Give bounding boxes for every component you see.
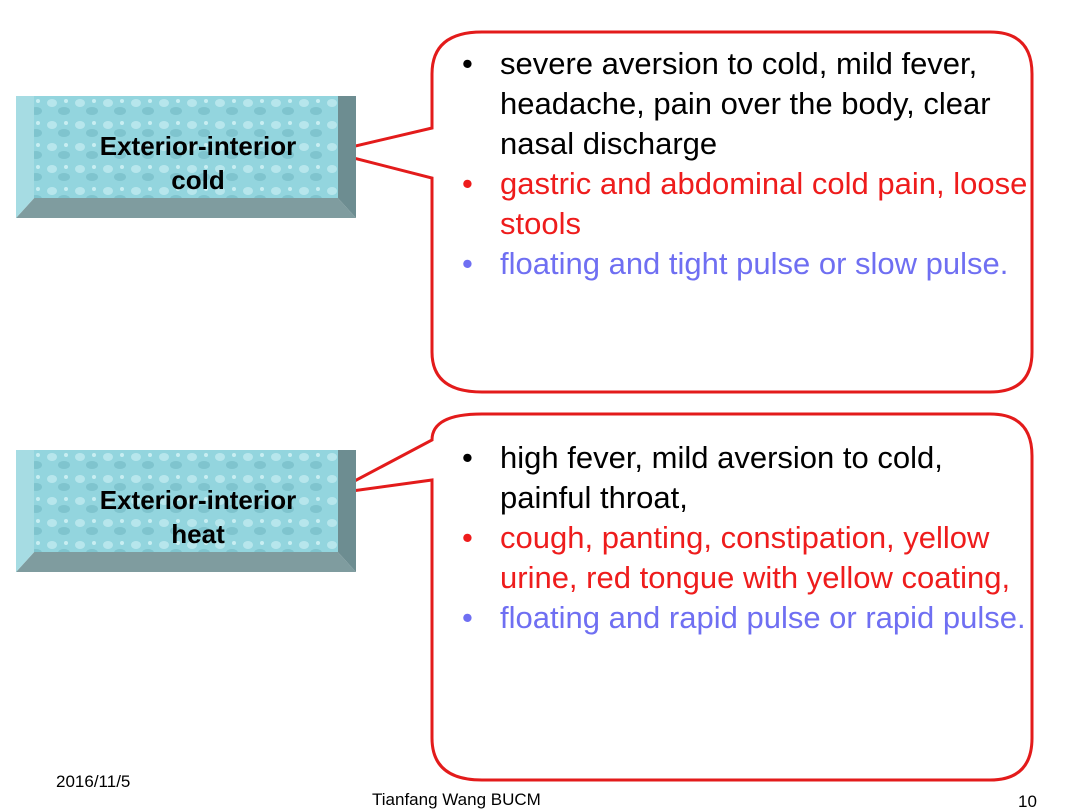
list-item: • floating and tight pulse or slow pulse. [456,244,1036,284]
list-item: • high fever, mild aversion to cold, painful throat, [456,438,1036,518]
label-cold: Exterior-interior cold [99,131,297,195]
label-box-heat [16,450,356,572]
list-item: • cough, panting, constipation, yellow urine, red tongue with yellow coating, [456,518,1036,598]
symptom-list-heat [456,438,1036,638]
page-number: 10 [1018,792,1037,811]
list-item: • gastric and abdominal cold pain, loose stools [456,164,1036,244]
list-item: • floating and rapid pulse or rapid pulse. [456,598,1036,638]
footer-author: Tianfang Wang BUCM [372,790,541,809]
label-box-cold [16,96,356,218]
footer-date: 2016/11/5 [56,772,131,791]
list-item: • severe aversion to cold, mild fever, headache, pain over the body, clear nasal discharge [456,44,1036,164]
symptom-list-cold [456,44,1036,284]
label-heat: Exterior-interior heat [99,485,297,549]
